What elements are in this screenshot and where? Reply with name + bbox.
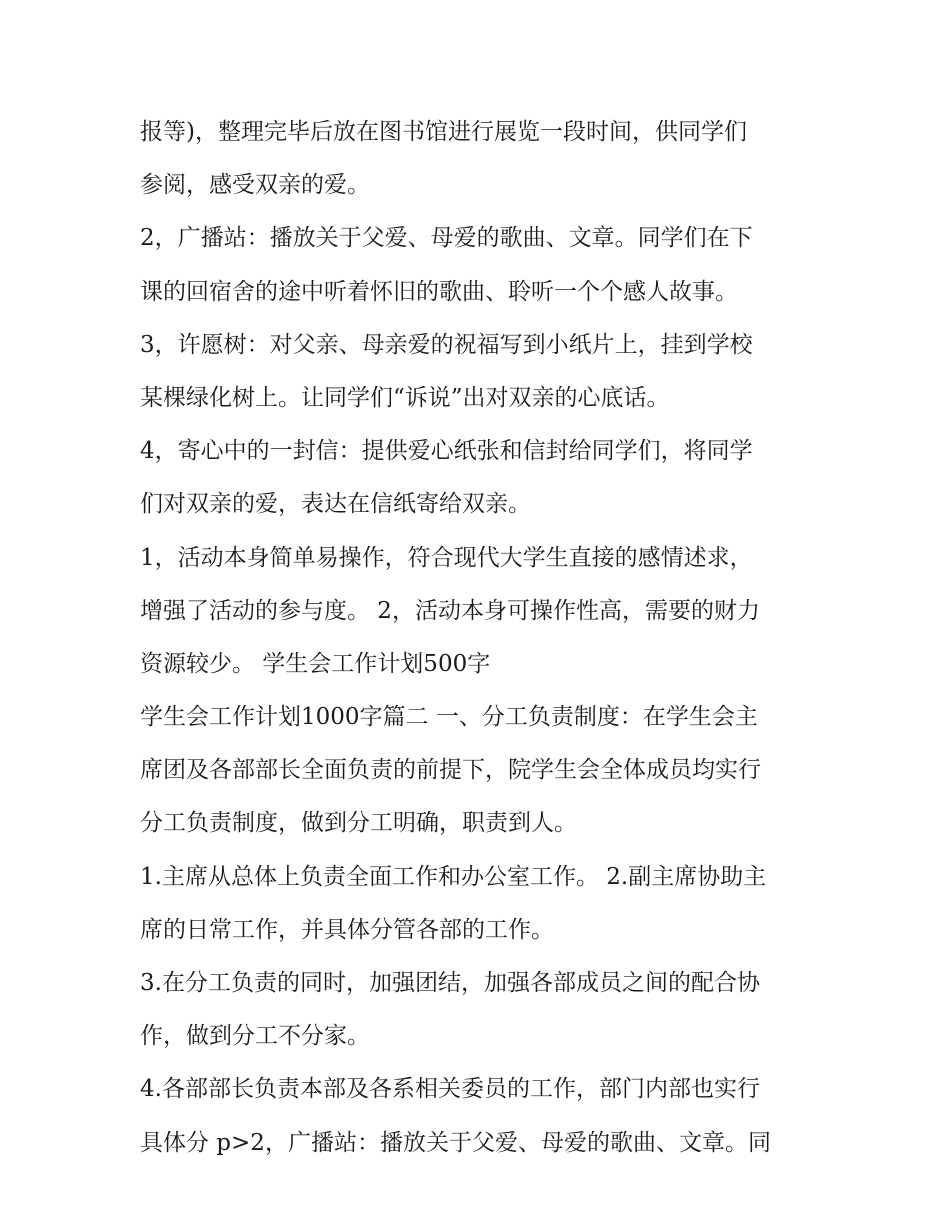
text-line: 课的回宿舍的途中听着怀旧的歌曲、聆听一个个感人故事。 <box>140 278 738 305</box>
text-line: 作，做到分工不分家。 <box>140 1023 370 1050</box>
text-line: 4.各部部长负责本部及各系相关委员的工作，部门内部也实行 <box>140 1076 760 1103</box>
text-line: 们对双亲的爱，表达在信纸寄给双亲。 <box>140 491 531 518</box>
text-line: 席的日常工作，并具体分管各部的工作。 <box>140 916 554 943</box>
text-line: 2，广播站：播放关于父爱、母爱的歌曲、文章。同学们在下 <box>140 225 753 252</box>
text-line: 某棵绿化树上。让同学们“诉说”出对双亲的心底话。 <box>140 384 670 411</box>
text-line: 学生会工作计划1000字篇二 一、分工负责制度：在学生会主 <box>140 704 758 731</box>
text-line: 3.在分工负责的同时，加强团结，加强各部成员之间的配合协 <box>140 970 760 996</box>
text-line: 分工负责制度，做到分工明确，职责到人。 <box>140 810 577 837</box>
text-line: 报等)，整理完毕后放在图书馆进行展览一段时间，供同学们 <box>140 119 747 145</box>
text-line: 3，许愿树：对父亲、母亲爱的祝福写到小纸片上，挂到学校 <box>140 331 753 358</box>
text-line: 参阅，感受双亲的爱。 <box>140 172 370 199</box>
text-line: 4，寄心中的一封信：提供爱心纸张和信封给同学们，将同学 <box>140 438 753 465</box>
text-line: 资源较少。 学生会工作计划500字 <box>140 650 491 677</box>
text-line: 增强了活动的参与度。 2，活动本身可操作性高，需要的财力 <box>140 597 760 624</box>
text-line: 1，活动本身简单易操作，符合现代大学生直接的感情述求， <box>140 544 753 571</box>
text-line: 1.主席从总体上负责全面工作和办公室工作。 2.副主席协助主 <box>140 863 767 890</box>
document-body <box>140 106 820 1170</box>
text-line: 具体分 p>2，广播站：播放关于父爱、母爱的歌曲、文章。同 <box>140 1129 771 1156</box>
text-line: 席团及各部部长全面负责的前提下，院学生会全体成员均实行 <box>140 757 761 784</box>
